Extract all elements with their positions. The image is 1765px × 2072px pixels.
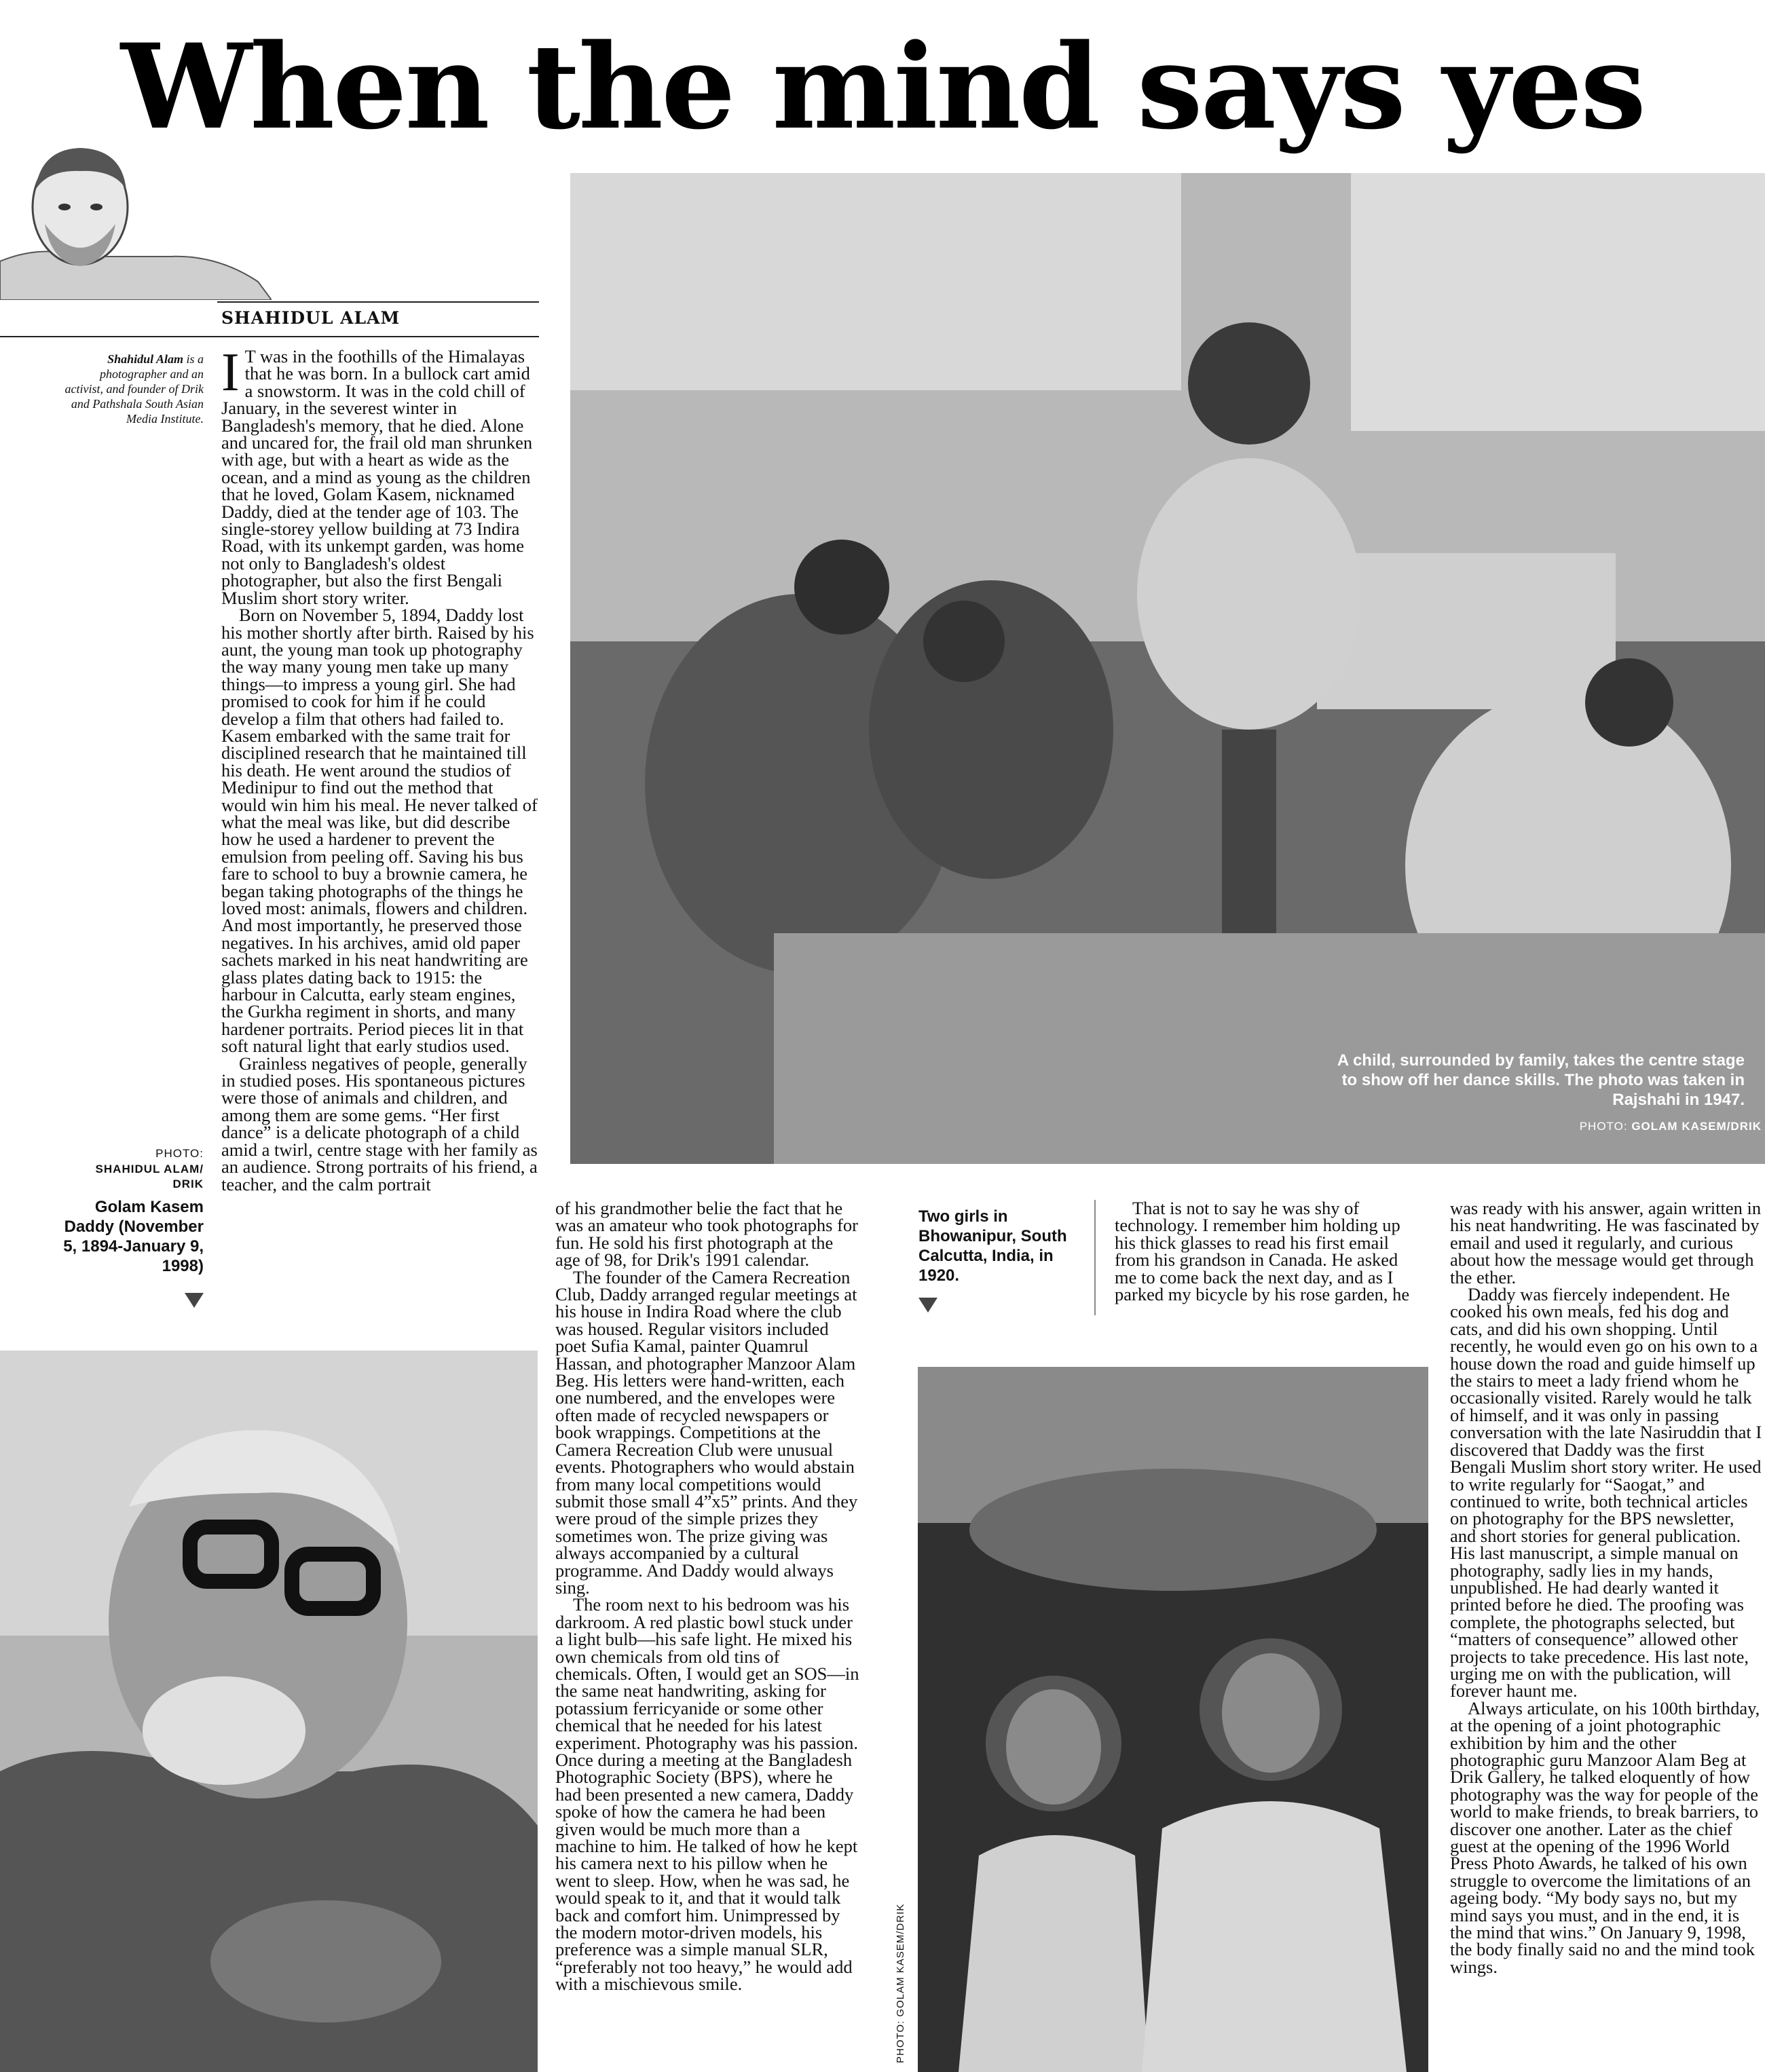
portrait-caption: Golam Kasem Daddy (November 5, 1894-January 9, 1998) [63, 1198, 204, 1275]
headline: When the mind says yes [120, 18, 1645, 155]
main-photo-caption: A child, surrounded by family, takes the centre stage to show off her dance skills. The photo was taken in Rajshahi in 1947. [1337, 1051, 1745, 1109]
main-photo-credit-label: PHOTO: [1579, 1120, 1628, 1133]
col1-paragraph-1: T was in the foothills of the Himalayas that he was born. In a bullock cart amid a snowstorm. It was in the cold chill of January, in the severest winter in Bangladesh's memory, that he died. Alone and uncared for, the frail old man shrunken with age, but with a heart as wide as the ocean, and a mind as young as the children that he loved, Golam Kasem, nicknamed Daddy, died at the tender age of 103. The single-storey yellow building at 73 Indira Road, with its unkempt garden, was home not only to Bangladesh's oldest photographer, but also the first Bengali Muslim short story writer. [221, 346, 533, 608]
girls-photo-caption: Two girls in Bhowanipur, South Calcutta, India, in 1920. [918, 1207, 1067, 1285]
col4-paragraph-1: was ready with his answer, again written in his neat handwriting. He was fascinated by email and used it regularly, and curious about how the message would get through the ether. [1450, 1198, 1762, 1287]
author-bio-name: Shahidul Alam [107, 352, 183, 366]
article-column-4 [1450, 1200, 1764, 1976]
portrait-photo [0, 1351, 538, 2072]
drop-cap: I [221, 343, 240, 402]
portrait-credit-label: PHOTO: [155, 1147, 204, 1160]
article-column-3 [1115, 1200, 1412, 1303]
girls-caption-arrow [918, 1298, 937, 1313]
col2-paragraph-2: The founder of the Camera Recreation Club, Daddy arranged regular meetings at his house in Indira Road where the club was housed. Regular visitors included poet Sufia Kamal, painter Quamrul Hassan, and photographer Manzoor Alam Beg. His letters were hand-written, each one numbered, and the envelopes were often made of recycled newspapers or book wrappings. Competitions at the Camera Recreation Club were unusual events. Photographers who would abstain from many local competitions would submit those small 4”x5” prints. And they were proud of the simple prizes they sometimes won. The prize giving was always accompanied by a cultural programme. And Daddy would always sing. [555, 1266, 858, 1598]
girls-photo-credit: PHOTO: GOLAM KASEM/DRIK [895, 1903, 906, 2063]
byline-author: SHAHIDUL ALAM [221, 308, 401, 328]
author-bio-text: is a photographer and an activist, and founder of Drik and Pathshala South Asian Media Institute. [64, 352, 204, 426]
article-column-2 [555, 1200, 859, 1993]
col1-paragraph-3: Grainless negatives of people, generally in studied poses. His spontaneous pictures were those of animals and children, and among them are some gems. “Her first dance” is a delicate photograph of a child amid a twirl, centre stage with her family as an audience. Strong portraits of his friend, a teacher, and the calm portrait [221, 1053, 538, 1194]
portrait-caption-arrow [185, 1293, 204, 1308]
main-photo-credit-name: GOLAM KASEM/DRIK [1631, 1120, 1762, 1133]
main-photo [570, 173, 1765, 1164]
portrait-credit-name: SHAHIDUL ALAM/ DRIK [95, 1163, 204, 1190]
col4-paragraph-2: Daddy was fiercely independent. He cooked his own meals, fed his dog and cats, and did his own shopping. Until recently, he would even go on his own to a house down the road and guide himself up the stairs to meet a lady friend whom he occasionally visited. Rarely would he talk of himself, and it was only in passing conversation with the late Nasiruddin that I discovered that Daddy was the first Bengali Muslim short story writer. He used to write regularly for “Saogat,” and continued to write, both technical articles on photography for the BPS newsletter, and short stories for general publication. His last manuscript, a simple manual on photography, sadly lies in my hands, unpublished. He had dearly wanted it printed before he died. The proofing was complete, the photographs selected, but “matters of consequence” allowed other projects to take precedence. His last note, urging me on with the publication, will forever haunt me. [1450, 1284, 1762, 1701]
article-column-1 [221, 343, 540, 1194]
byline-rule-top [217, 301, 539, 303]
col2-paragraph-1: of his grandmother belie the fact that he was an amateur who took photographs for fun. He sold his first photograph at the age of 98, for Drik's 1991 calendar. [555, 1198, 858, 1270]
author-bio [61, 352, 204, 426]
col3-paragraph-1: That is not to say he was shy of technology. I remember him holding up his thick glasses to read his first email from his grandson in Canada. He asked me to come back the next day, and as I parked my bicycle by his rose garden, he [1115, 1198, 1410, 1305]
col1-paragraph-2: Born on November 5, 1894, Daddy lost his mother shortly after birth. Raised by his aunt, the young man took up photography the way many young men take up many things—to impress a young girl. She had promised to cook for him if he could develop a film that others had failed to. Kasem embarked with the same trait for disciplined research that he maintained till his death. He went around the studios of Medinipur to find out the method that would win him his meal. He never talked of what the meal was like, but did describe how he used a hardener to prevent the emulsion from peeling off. Saving his bus fare to school to buy a brownie camera, he began taking photographs of the things he loved most: animals, flowers and children. And most importantly, he preserved those negatives. In his archives, amid old paper sachets marked in his neat handwriting are glass plates dating back to 1915: the harbour in Calcutta, early steam engines, the Gurkha regiment in shorts, and many hardener portraits. Period pieces lit in that soft natural light that early studios used. [221, 605, 538, 1057]
main-photo-credit [1493, 1120, 1762, 1133]
girls-photo [918, 1367, 1428, 2072]
column-divider [1094, 1200, 1096, 1315]
byline-rule-bottom [0, 336, 539, 337]
col2-paragraph-3: The room next to his bedroom was his darkroom. A red plastic bowl stuck under a light bulb—his safe light. He mixed his own chemicals from old tins of chemicals. Often, I would get an SOS—in the same neat handwriting, asking for potassium ferricyanide or some other chemical that he needed for his latest experiment. Photography was his passion. Once during a meeting at the Bangladesh Photographic Society (BPS), where he had been presented a new camera, Daddy spoke of how the camera he had been given would be much more than a machine to him. He talked of how he kept his camera next to his pillow when he went to sleep. How, when he was sad, he would speak to it, and that it would talk back and comfort him. Unimpressed by the modern motor-driven models, his preference was a simple manual SLR, “preferably not too heavy,” he would add with a mischievous smile. [555, 1594, 859, 1995]
col4-paragraph-3: Always articulate, on his 100th birthday, at the opening of a joint photographic exhibition by him and the other photographic guru Manzoor Alam Beg at Drik Gallery, he talked eloquently of how photography was the way for people of the world to make friends, to break barriers, to discover one another. Later as the chief guest at the opening of the 1996 World Press Photo Awards, he talked of his own struggle to overcome the limitations of an ageing body. “My body says no, but my mind says you must, and in the end, it is the mind that wins.” On January 9, 1998, the body finally said no and the mind took wings. [1450, 1697, 1760, 1977]
author-sketch [0, 143, 272, 300]
